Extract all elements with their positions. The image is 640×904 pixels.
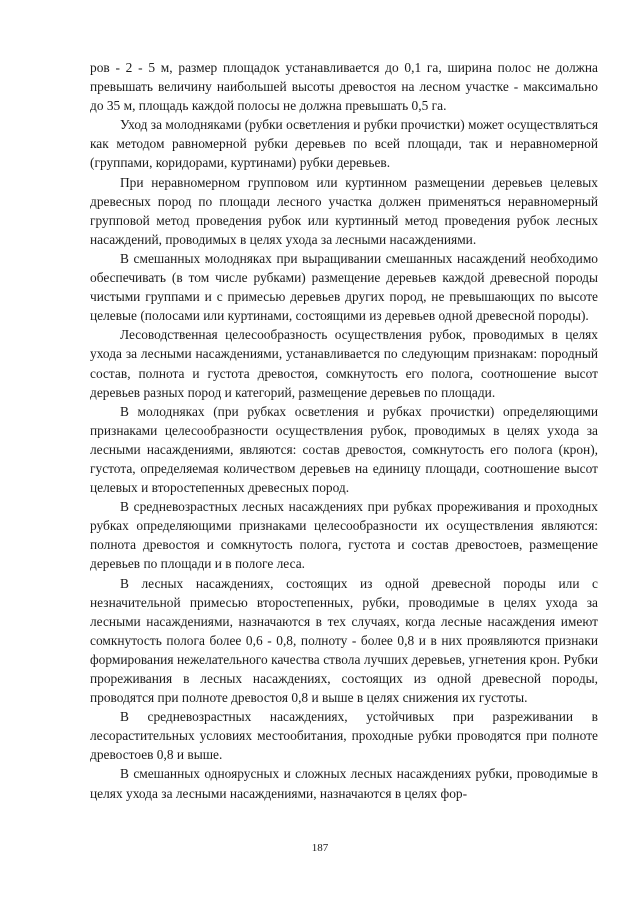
paragraph-middle-aged-criteria: В средневозрастных лесных насаждениях при рубках прореживания и проходных рубках определяющими признаками целесообразности их осуществления являются: полнота древостоя и сомкнутость полога, густота и состав древостоев, размещение деревьев по площади и в пологе леса. bbox=[90, 499, 598, 572]
page-number: 187 bbox=[311, 842, 329, 854]
paragraph-expediency-criteria: Лесоводственная целесообразность осуществления рубок, проводимых в целях ухода за лесными насаждениями, устанавливается по следующим признакам: породный состав, полнота и густота древостоя, сомкнутость его полога, соотношение высот деревьев разных пород и категорий, размещение деревьев по площади. bbox=[90, 327, 598, 400]
paragraph-single-species-stands: В лесных насаждениях, состоящих из одной древесной породы или с незначительной примесью второстепенных, рубки, проводимые в целях ухода за лесными насаждениями, назначаются в тех случаях, когда лесные насаждения имеют сомкнутость полога более 0,6 - 0,8, полноту - более 0,8 и в них проявляются признаки формирования нежелательного качества ствола лучших деревьев, угнетения крон. Рубки прореживания в лесных насаждениях, состоящих из одной древесной породы, проводятся при полноте древостоя 0,8 и выше в целях снижения их густоты. bbox=[90, 575, 598, 706]
paragraph-group-method: При неравномерном групповом или куртинном размещении деревьев целевых древесных пород по площади лесного участка должен применяться неравномерный групповой метод проведения рубок или куртинный метод проведения рубок лесных насаждений, проводимых в целях ухода за лесными насаждениями. bbox=[90, 174, 598, 247]
paragraph-thinning-young-stands: Уход за молодняками (рубки осветления и рубки прочистки) может осуществляться как методом равномерной рубки деревьев по всей площади, так и неравномерной (группами, коридорами, куртинами) рубки деревьев. bbox=[90, 117, 598, 171]
paragraph-continuation: ров - 2 - 5 м, размер площадок устанавливается до 0,1 га, ширина полос не должна превышать величину наибольшей высоты древостоя на лесном участке - максимально до 35 м, площадь каждой полосы не должна превышать 0,5 га. bbox=[90, 60, 598, 114]
paragraph-stable-stands: В средневозрастных насаждениях, устойчивых при разреживании в лесорастительных условиях местообитания, проходные рубки проводятся при полноте древостоев 0,8 и выше. bbox=[90, 709, 598, 763]
document-page bbox=[90, 58, 598, 803]
paragraph-mixed-complex-stands: В смешанных одноярусных и сложных лесных насаждениях рубки, проводимые в целях ухода за лесными насаждениями, назначаются в целях фор- bbox=[90, 766, 598, 801]
paragraph-young-stands-criteria: В молодняках (при рубках осветления и рубках прочистки) определяющими признаками целесообразности осуществления рубок, проводимых в целях ухода за лесными насаждениями, являются: состав древостоя, сомкнутость его полога (крон), густота, определяемая количеством деревьев на единицу площади, соотношение высот целевых и второстепенных древесных пород. bbox=[90, 403, 598, 496]
paragraph-mixed-young-stands: В смешанных молодняках при выращивании смешанных насаждений необходимо обеспечивать (в том числе рубками) размещение деревьев каждой древесной породы чистыми группами и с примесью деревьев других пород, не превышающих по высоте целевые (полосами или куртинами, состоящими из деревьев одной древесной породы). bbox=[90, 250, 598, 324]
